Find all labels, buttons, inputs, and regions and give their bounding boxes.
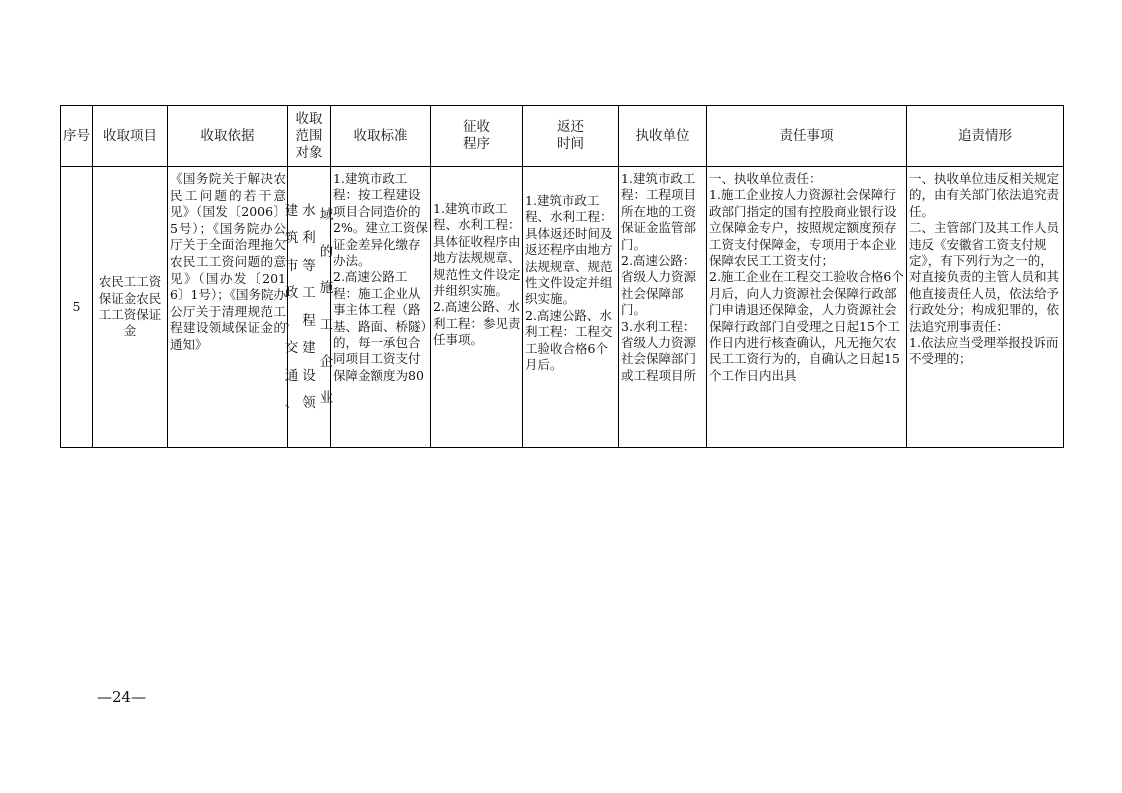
cell-standard	[331, 167, 431, 448]
standard-text: 1.建筑市政工程：按工程建设项目合同造价的2%。建立工资保证金差异化缴存办法。 2.高速公路工程：施工企业从事主体工程（路基、路面、桥隧）的，每一承包合同项目工资支付保障金额度为80	[333, 171, 428, 383]
responsibility-text: 一、执收单位责任： 1.施工企业按人力资源社会保障行政部门指定的国有控股商业银行设立保障金专户，按照规定额度预存工资支付保障金，专项用于本企业保障农民工工资支付； 2.施工企业在工程交工验收合格6个月后，向人力资源社会保障行政部门申请退还保障金，人力资源社会保障行政部门自受理之日起15个工作日内进行核查确认，凡无拖欠农民工工资行为的，自确认之日起15个工作日内出具	[709, 171, 904, 383]
header-accountability: 追责情形	[907, 106, 1064, 167]
scope-char: 通	[284, 367, 299, 384]
header-basis: 收取依据	[168, 106, 288, 167]
return-time-text: 1.建筑市政工程、水利工程：具体返还时间及返还程序由地方法规规章、规范性文件设定并组织实施。 2.高速公路、水利工程：工程交工验收合格6个月后。	[525, 193, 613, 373]
header-row	[61, 106, 1064, 167]
scope-char: 等	[302, 257, 316, 274]
scope-char: 域	[319, 207, 334, 224]
scope-char: 交	[284, 340, 299, 357]
procedure-text: 1.建筑市政工程、水利工程：具体征收程序由地方法规规章、规范性文件设定并组织实施。 2.高速公路、水利工程：参见责任事项。	[433, 201, 521, 348]
header-procedure: 征收 程序	[431, 106, 523, 167]
scope-char: 水	[302, 202, 316, 219]
scope-char: 建	[302, 340, 316, 357]
fee-table	[60, 105, 1064, 448]
scope-vertical-text	[284, 187, 334, 427]
header-seq: 序号	[61, 106, 93, 167]
scope-char: 利	[302, 230, 316, 247]
header-return-time: 返还 时间	[523, 106, 619, 167]
scope-char: 政	[284, 285, 299, 302]
scope-char: 工	[302, 285, 316, 302]
agency-text: 1.建筑市政工程：工程项目所在地的工资保证金监管部门。 2.高速公路：省级人力资源社会保障部门。 3.水利工程：省级人力资源社会保障部门或工程项目所	[621, 171, 697, 383]
cell-basis	[168, 167, 288, 448]
cell-seq: 5	[61, 167, 93, 448]
scope-char: 的	[319, 243, 334, 260]
scope-char: 施	[319, 280, 334, 297]
cell-responsibility	[707, 167, 907, 448]
scope-column	[302, 197, 316, 417]
header-standard: 收取标准	[331, 106, 431, 167]
header-agency: 执收单位	[619, 106, 707, 167]
cell-return-time	[523, 167, 619, 448]
header-item: 收取项目	[93, 106, 168, 167]
header-scope: 收取 范围 对象	[288, 106, 331, 167]
scope-char: 设	[302, 367, 316, 384]
scope-column	[285, 197, 299, 417]
scope-column	[320, 197, 334, 417]
scope-char: 业	[319, 390, 334, 407]
cell-accountability	[907, 167, 1064, 448]
cell-agency	[619, 167, 707, 448]
cell-item: 农民工工资保证金农民工工资保证金	[93, 167, 168, 448]
scope-char: 建	[284, 202, 299, 219]
header-responsibility: 责任事项	[707, 106, 907, 167]
basis-text: 《国务院关于解决农民工问题的若干意见》（国发〔2006〕5号）；《国务院办公厅关于全面治理拖欠农民工工资问题的意见》（国办发〔2016〕1号）；《国务院办公厅关于清理规范工程建设领域保证金的通知》	[170, 171, 286, 352]
scope-char: 、	[284, 395, 299, 412]
cell-scope	[284, 167, 334, 448]
scope-char: 领	[302, 395, 316, 412]
page-number: —24—	[97, 688, 147, 706]
scope-char: 市	[284, 257, 299, 274]
scope-char: 程	[302, 312, 316, 329]
scope-char: 企	[319, 353, 334, 370]
table-row	[61, 167, 1064, 448]
cell-procedure	[431, 167, 523, 448]
scope-char: 、	[284, 312, 299, 329]
scope-char: 筑	[284, 230, 299, 247]
scope-char: 工	[319, 317, 334, 334]
accountability-text: 一、执收单位违反相关规定的，由有关部门依法追究责任。 二、主管部门及其工作人员违反《安徽省工资支付规定》，有下列行为之一的，对直接负责的主管人员和其他直接责任人员，依法给予行政处分；构成犯罪的，依法追究刑事责任： 1.依法应当受理举报投诉而不受理的；	[909, 171, 1060, 367]
